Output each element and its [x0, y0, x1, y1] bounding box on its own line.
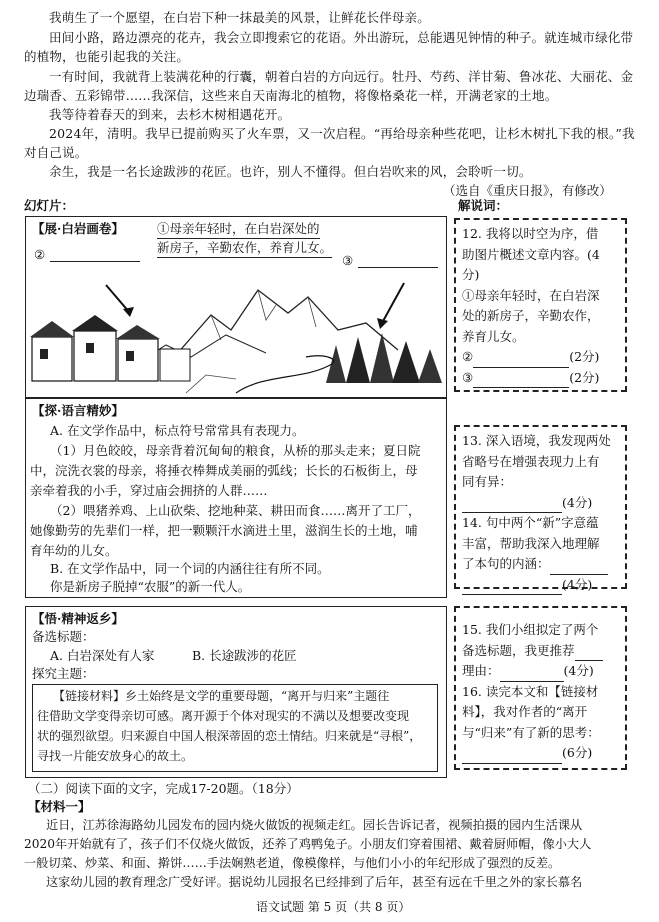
- explain-box-q13-q14: [454, 425, 627, 592]
- title-option-b: B. 长途跋涉的花匠: [192, 648, 297, 663]
- essay-paragraph-5: 2024年，清明。我早已提前购买了火车票，又一次启程。“再给母亲种些花吧，让杉木树扎下我的根。”我对自己说。: [24, 126, 635, 160]
- sentence-2-line-2: 她像勤劳的先辈们一样，把一颗颗汗水滴进土里，滋润生长的土地，哺: [30, 523, 418, 538]
- material-1-line-3: 一般切菜、炒菜、和面、擀饼……手法娴熟老道，像模像样，与他们小小的年纪形成了强烈的反差。: [24, 856, 561, 870]
- essay-paragraph-2: 田间小路，路边漂亮的花卉，我会立即搜索它的花语。外出游玩，总能遇见钟情的种子。就连城市绿化带的植物，也能引起我的关注。: [24, 30, 634, 64]
- caption-2-marker: ②: [34, 247, 46, 262]
- landscape-illustration: [26, 275, 444, 395]
- slide-box-language: [25, 398, 447, 598]
- q12-text: 12. 我将以时空为序，借 助图片概述文章内容。(4 分) ①母亲年轻时，在白岩深 处的新房子，辛勤农作， 养育儿女。 ② (2分) ③ (2分): [462, 224, 622, 388]
- explain-box-q15-q16: [454, 606, 627, 770]
- essay-paragraph-4: 我等待着春天的到来，去杉木树相遇花开。: [49, 107, 291, 122]
- sentence-2-line-1: （2）喂猪养鸡、上山砍柴、挖地种菜、耕田而食……离开了工厂，: [50, 503, 421, 518]
- caption-3-blank: [358, 267, 438, 268]
- point-b-example: 你是新房子脱掉“农服”的新一代人。: [50, 579, 251, 594]
- link-material-box: [32, 684, 438, 772]
- title-option-a: A. 白岩深处有人家: [50, 648, 155, 663]
- material-1-line-1: 近日，江苏徐海路幼儿园发布的园内烧火做饭的视频走红。园长告诉记者，视频拍摄的园内生活课从: [46, 818, 583, 832]
- explore-theme-label: 探究主题：: [32, 666, 95, 681]
- section-2-heading: （二）阅读下面的文字，完成17-20题。（18分）: [28, 781, 299, 796]
- sentence-2-line-3: 育年幼的儿女。: [30, 543, 118, 558]
- point-b: B. 在文学作品中，同一个词的内涵往往有所不同。: [50, 561, 330, 576]
- field-line: [186, 375, 236, 393]
- slide-title-language: 【探·语言精妙】: [32, 403, 124, 418]
- caption-1-line-1: ①母亲年轻时，在白岩深处的: [157, 219, 320, 239]
- caption-3-marker: ③: [342, 253, 354, 268]
- sentence-1-line-2: 中，浣洗衣裳的母亲，将捶衣棒舞成美丽的弧线；长长的石板街上，母: [30, 463, 418, 478]
- slide-title-spirit: 【悟·精神返乡】: [32, 611, 124, 626]
- arrow-right-head: [377, 318, 388, 329]
- point-a: A. 在文学作品中，标点符号常常具有表现力。: [50, 423, 305, 438]
- link-material-line-1: 【链接材料】乡土始终是文学的重要母题，“离开与归来”主题往: [53, 689, 390, 703]
- essay-paragraph-3: 一有时间，我就背上装满花种的行囊，朝着白岩的方向远行。牡丹、芍药、洋甘菊、鲁冰花、大丽花、金边瑞香、五彩锦带……我深信，这些来自天南海北的植物，将像格桑花一样，开满老家的土地。: [24, 69, 634, 103]
- q12-answer-3-blank[interactable]: [473, 387, 569, 388]
- slide-title-landscape: 【展·白岩画卷】: [32, 221, 124, 236]
- essay-paragraph-6: 余生，我是一名长途跋涉的花匠。也许，别人不懂得。但白岩吹来的风，会聆听一切。: [49, 164, 532, 179]
- candidate-titles-label: 备选标题：: [32, 629, 95, 644]
- caption-2-blank: [50, 261, 140, 262]
- winding-road: [236, 356, 334, 393]
- explain-box-q12: [454, 218, 627, 392]
- arrow-left-head: [123, 307, 134, 317]
- q15-q16-text: 15. 我们小组拟定了两个 备选标题，我更推荐 理由： (4分) 16. 读完本文和【链接材 料】，我对作者的“离开 与“归来”有了新的思考： (6分): [462, 620, 622, 764]
- q16-answer-blank[interactable]: [462, 763, 562, 764]
- arrow-right: [382, 283, 404, 323]
- material-1-label: 【材料一】: [28, 799, 91, 814]
- sentence-1-line-1: （1）月色皎皎，母亲背着沉甸甸的粮食，从桥的那头走来；夏日院: [50, 443, 421, 458]
- sentence-1-line-3: 亲牵着我的小手，穿过庙会拥挤的人群……: [30, 483, 268, 498]
- essay-source: （选自《重庆日报》，有修改）: [443, 183, 612, 198]
- essay-paragraph-1: 我萌生了一个愿望，在白岩下种一抹最美的风景，让鲜花长伴母亲。: [49, 10, 431, 25]
- slides-label: 幻灯片：: [24, 198, 75, 213]
- material-1-line-4: 这家幼儿园的教育理念广受好评。据说幼儿园报名已经排到了后年，甚至有远在千里之外的家长慕名: [46, 875, 583, 889]
- page-footer: 语文试题 第 5 页（共 8 页）: [256, 900, 411, 914]
- mountain-shading: [211, 290, 316, 340]
- link-material-line-4: 寻找一片能安放身心的故土。: [37, 749, 194, 763]
- q13-q14-text: 13. 深入语境，我发现两处 省略号在增强表现力上有 同有异： (4分) 14. 句中两个“新”字意蕴 丰富，帮助我深入地理解 了本句的内涵： (4分): [462, 431, 622, 595]
- slide-box-landscape: [25, 216, 447, 398]
- link-material-line-2: 往借助文学变得亲切可感。离开源于个体对现实的不满以及想要改变现: [37, 709, 410, 723]
- forest-trees: [326, 333, 442, 383]
- village-houses: [30, 315, 190, 381]
- explain-label: 解说词：: [458, 198, 509, 213]
- caption-1-line-2: 新房子，辛勤农作，养育儿女。: [157, 238, 332, 258]
- slide-box-spirit: [25, 606, 447, 778]
- link-material-line-3: 状的强烈欲望。归来源自中国人根深蒂固的恋土情结。归来就是“寻根”，: [37, 729, 422, 743]
- q14-answer-blank-2[interactable]: [462, 594, 562, 595]
- material-1-line-2: 2020年开始就有了，孩子们不仅烧火做饭，还养了鸡鸭兔子。小朋友们穿着围裙、戴着厨师帽，像小大人: [24, 837, 592, 851]
